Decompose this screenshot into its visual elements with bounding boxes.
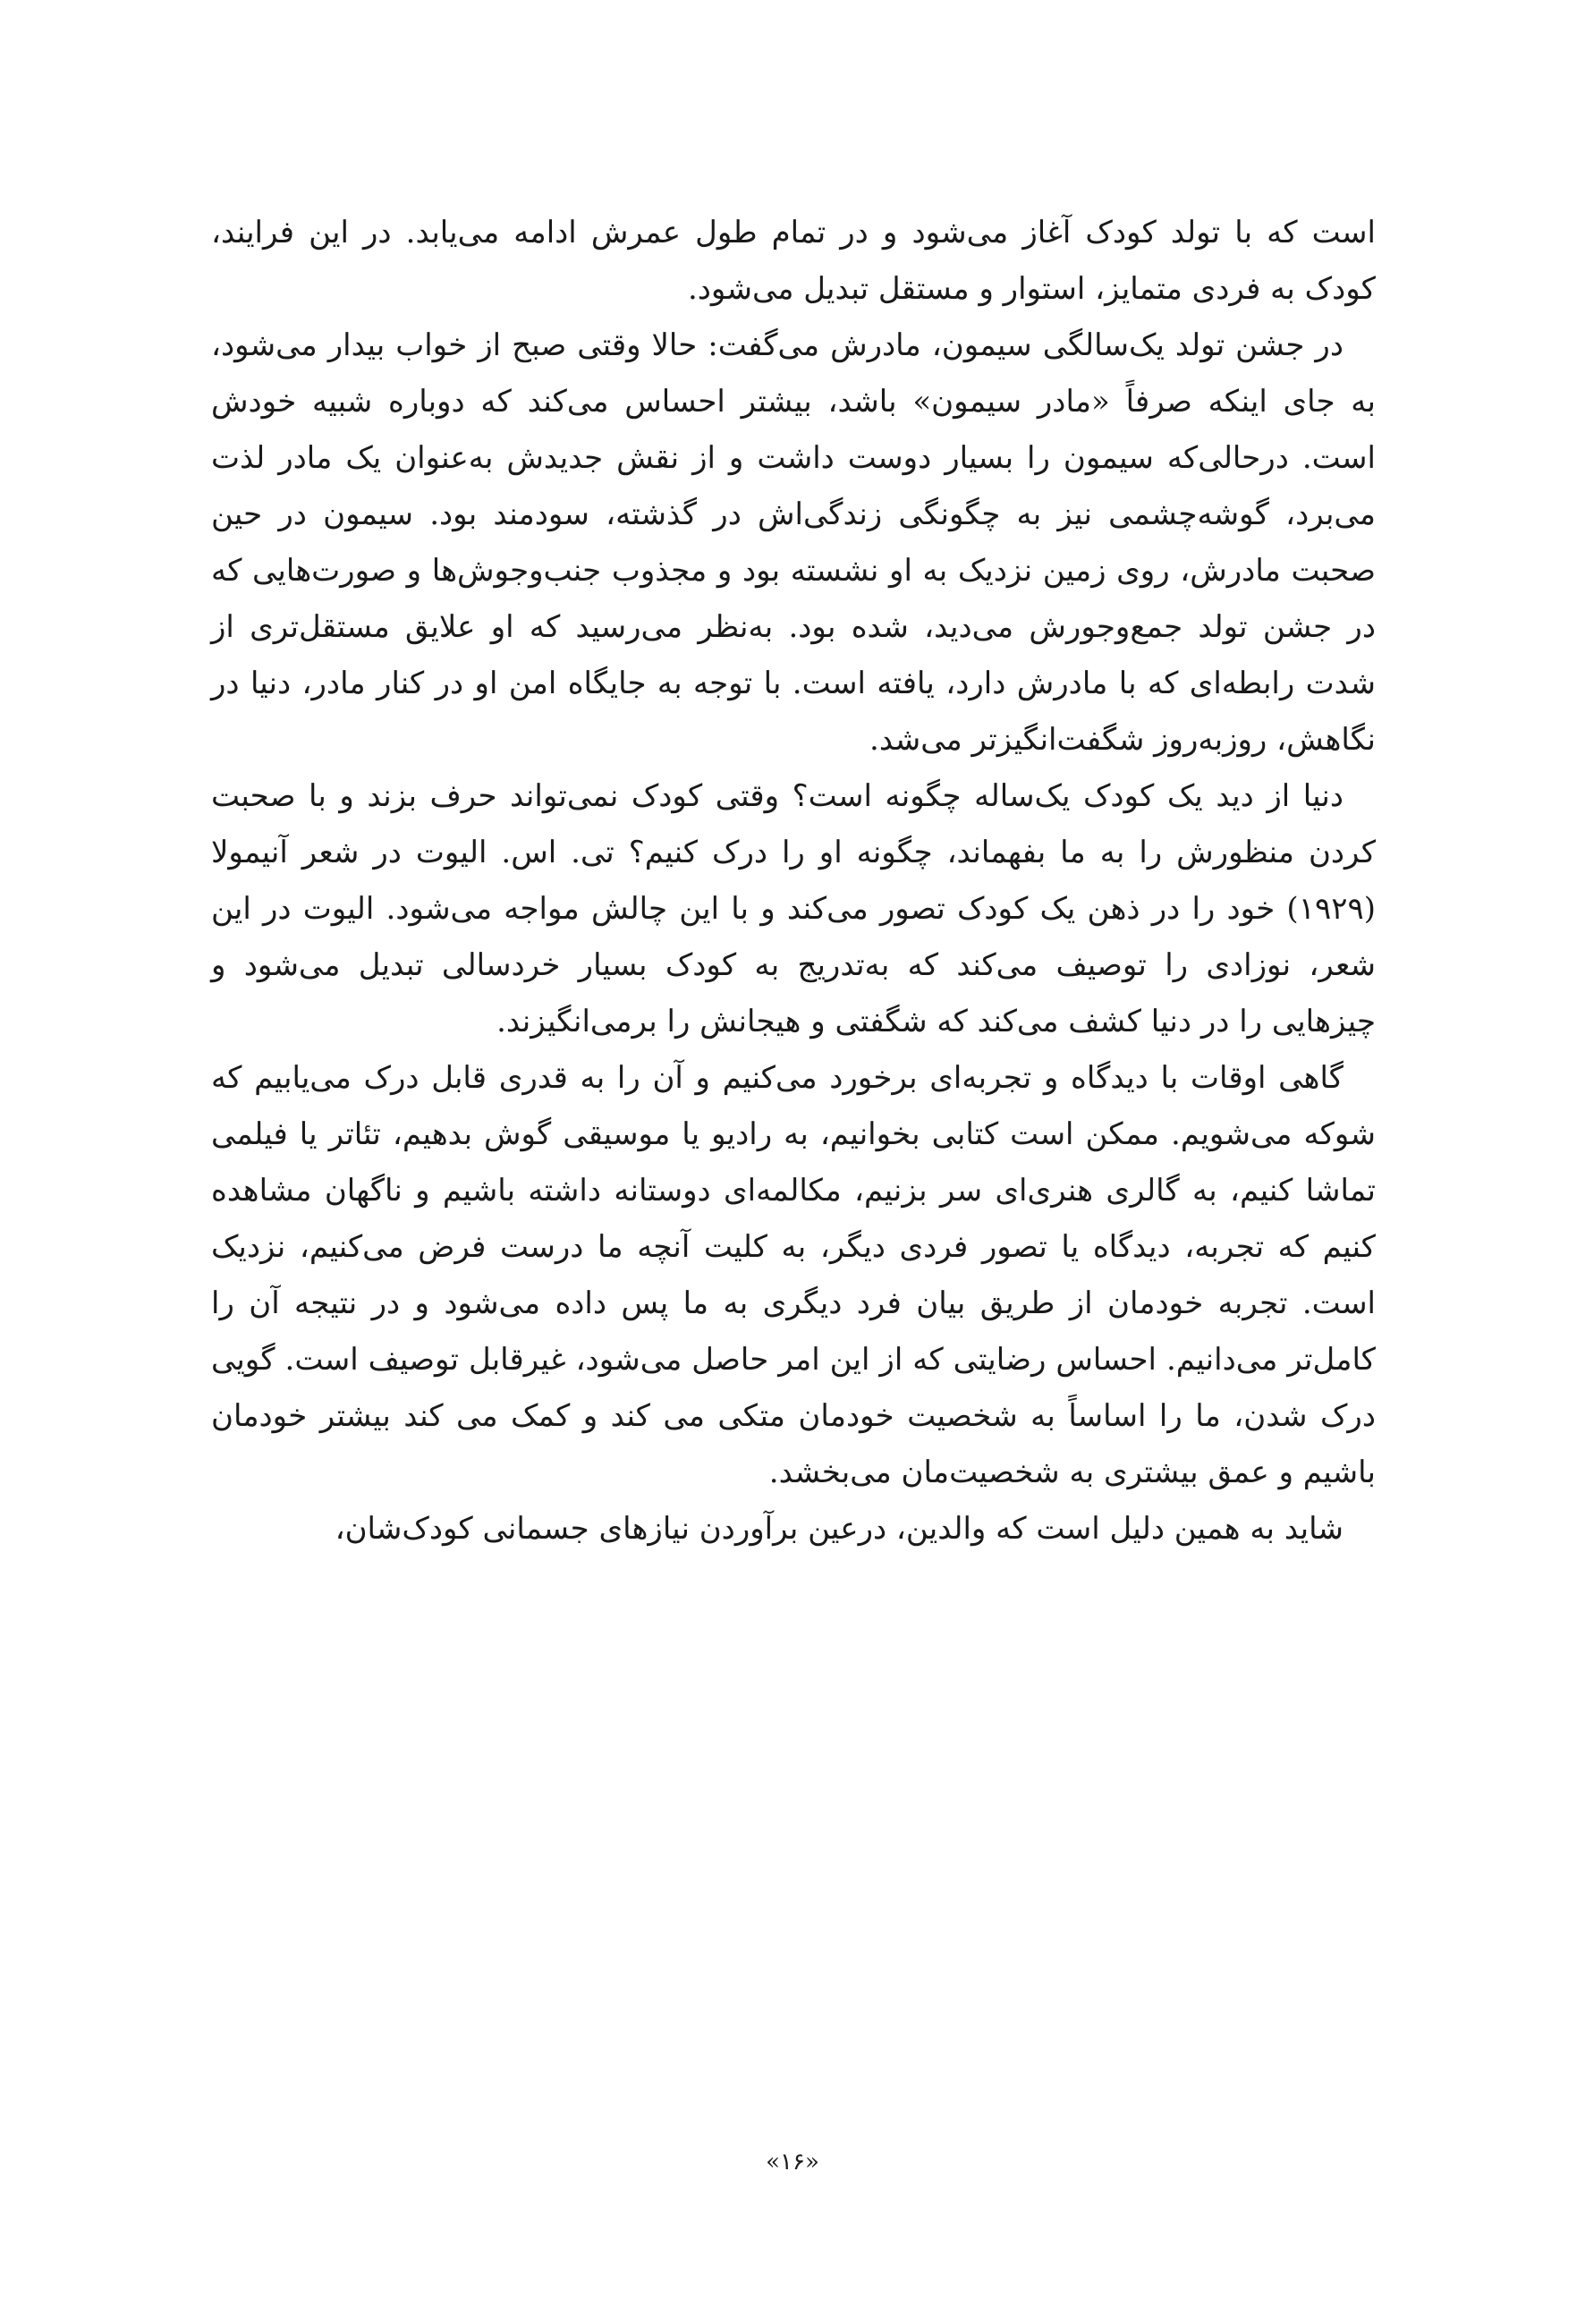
body-text bbox=[211, 205, 1376, 1557]
paragraph-continuation: است که با تولد کودک آغاز می‌شود و در تمام طول عمرش ادامه می‌یابد. در این فرایند، کودک به فردی متمایز، استوار و مستقل تبدیل می‌شود. bbox=[211, 215, 1376, 307]
paragraph-simon-birthday: در جشن تولد یک‌سالگی سیمون، مادرش می‌گفت: حالا وقتی صبح از خواب بیدار می‌شود، به جای اینکه صرفاً «مادر سیمون» باشد، بیشتر احساس می‌کند که دوباره شبیه خودش است. درحالی‌که سیمون را بسیار دوست داشت و از نقش جدیدش به‌عنوان یک مادر لذت می‌برد، گوشه‌چشمی نیز به چگونگی زندگی‌اش در گذشته، سودمند بود. سیمون در حین صحبت مادرش، روی زمین نزدیک به او نشسته بود و مجذوب جنب‌وجوش‌ها و صورت‌هایی که در جشن تولد جمع‌وجورش می‌دید، شده بود. به‌نظر می‌رسید که او علایق مستقل‌تری از شدت رابطه‌ای که با مادرش دارد، یافته است. با توجه به جایگاه امن او در کنار مادر، دنیا در نگاهش، روزبه‌روز شگفت‌انگیزتر می‌شد. bbox=[211, 327, 1376, 758]
paragraph-child-perspective: دنیا از دید یک کودک یک‌ساله چگونه است؟ وقتی کودک نمی‌تواند حرف بزند و با صحبت کردن منظورش را به ما بفهماند، چگونه او را درک کنیم؟ تی. اس. الیوت در شعر آنیمولا (۱۹۲۹) خود را در ذهن یک کودک تصور می‌کند و با این چالش مواجه می‌شود. الیوت در این شعر، نوزادی را توصیف می‌کند که به‌تدریج به کودک بسیار خردسالی تبدیل می‌شود و چیزهایی را در دنیا کشف می‌کند که شگفتی و هیجانش را برمی‌انگیزند. bbox=[211, 778, 1376, 1039]
paragraph-being-understood: گاهی اوقات با دیدگاه و تجربه‌ای برخورد می‌کنیم و آن را به قدری قابل درک می‌یابیم که شوکه می‌شویم. ممکن است کتابی بخوانیم، به رادیو یا موسیقی گوش بدهیم، تئاتر یا فیلمی تماشا کنیم، به گالری هنری‌ای سر بزنیم، مکالمه‌ای دوستانه داشته باشیم و ناگهان مشاهده کنیم که تجربه، دیدگاه یا تصور فردی دیگر، به کلیت آنچه ما درست فرض می‌کنیم، نزدیک است. تجربه خودمان از طریق بیان فرد دیگری به ما پس داده می‌شود و در نتیجه آن را کامل‌تر می‌دانیم. احساس رضایتی که از این امر حاصل می‌شود، غیرقابل توصیف است. گویی درک شدن، ما را اساساً به شخصیت خودمان متکی می کند و کمک می کند بیشتر خودمان باشیم و عمق بیشتری به شخصیت‌مان می‌بخشد. bbox=[211, 1060, 1376, 1490]
paragraph-parents: شاید به همین دلیل است که والدین، درعین برآوردن نیازهای جسمانی کودک‌شان، bbox=[335, 1511, 1343, 1547]
page-number: «۱۶» bbox=[766, 2149, 819, 2176]
